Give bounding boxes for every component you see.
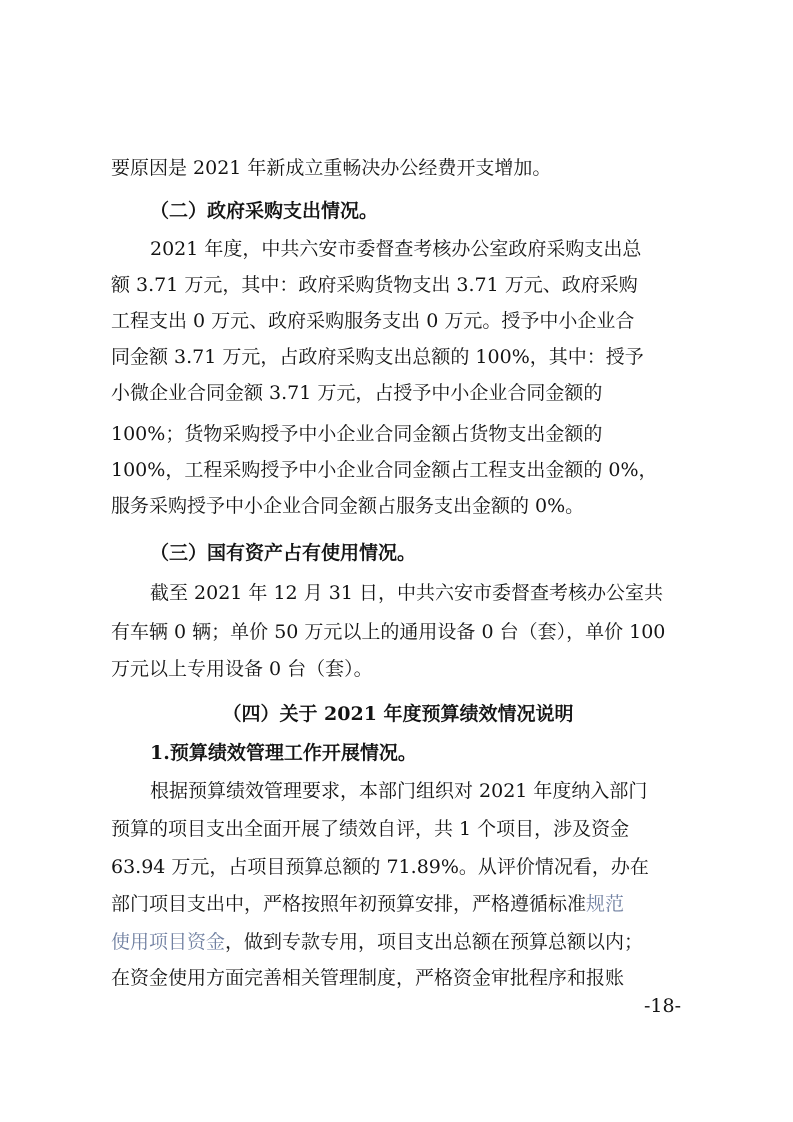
section-heading-assets: （三）国有资产占有使用情况。 [150, 542, 417, 564]
paragraph-line: 工程支出 0 万元、政府采购服务支出 0 万元。授予中小企业合 [111, 310, 635, 332]
paragraph-line: 预算的项目支出全面开展了绩效自评，共 1 个项目，涉及资金 [111, 818, 630, 840]
faded-text-run: 使用项目资金 [111, 931, 226, 953]
text-run: 部门项目支出中，严格按照年初预算安排，严格遵循标准 [111, 893, 587, 915]
subsection-heading: 1.预算绩效管理工作开展情况。 [150, 742, 417, 764]
paragraph-line: 额 3.71 万元，其中：政府采购货物支出 3.71 万元、政府采购 [111, 274, 638, 296]
section-heading-procurement: （二）政府采购支出情况。 [150, 200, 379, 222]
paragraph-line: 100%；货物采购授予中小企业合同金额占货物支出金额的 [111, 423, 603, 445]
paragraph-line: 同金额 3.71 万元，占政府采购支出总额的 100%，其中：授予 [111, 346, 644, 368]
paragraph-line: 有车辆 0 辆；单价 50 万元以上的通用设备 0 台（套），单价 100 [111, 621, 666, 643]
paragraph-line: 根据预算绩效管理要求，本部门组织对 2021 年度纳入部门 [150, 780, 648, 802]
paragraph-line: 小微企业合同金额 3.71 万元，占授予中小企业合同金额的 [111, 382, 603, 404]
paragraph-line: 万元以上专用设备 0 台（套）。 [111, 658, 373, 680]
section-heading-performance: （四）关于 2021 年度预算绩效情况说明 [222, 703, 574, 725]
paragraph-line: 63.94 万元，占项目预算总额的 71.89%。从评价情况看，办在 [111, 856, 649, 878]
paragraph-line: 2021 年度，中共六安市委督查考核办公室政府采购支出总 [150, 238, 642, 260]
paragraph-line: 要原因是 2021 年新成立重畅决办公经费开支增加。 [111, 157, 552, 179]
paragraph-line: 在资金使用方面完善相关管理制度，严格资金审批程序和报账 [111, 967, 625, 989]
text-run: ，做到专款专用，项目支出总额在预算总额以内； [225, 931, 644, 953]
paragraph-line: 100%，工程采购授予中小企业合同金额占工程支出金额的 0%， [111, 459, 658, 481]
paragraph-line: 服务采购授予中小企业合同金额占服务支出金额的 0%。 [111, 495, 585, 517]
faded-text-run: 规范 [586, 893, 625, 915]
paragraph-line [111, 929, 685, 955]
paragraph-line [111, 891, 685, 917]
page-number: -18- [643, 995, 681, 1017]
paragraph-line: 截至 2021 年 12 月 31 日，中共六安市委督查考核办公室共 [150, 582, 663, 604]
